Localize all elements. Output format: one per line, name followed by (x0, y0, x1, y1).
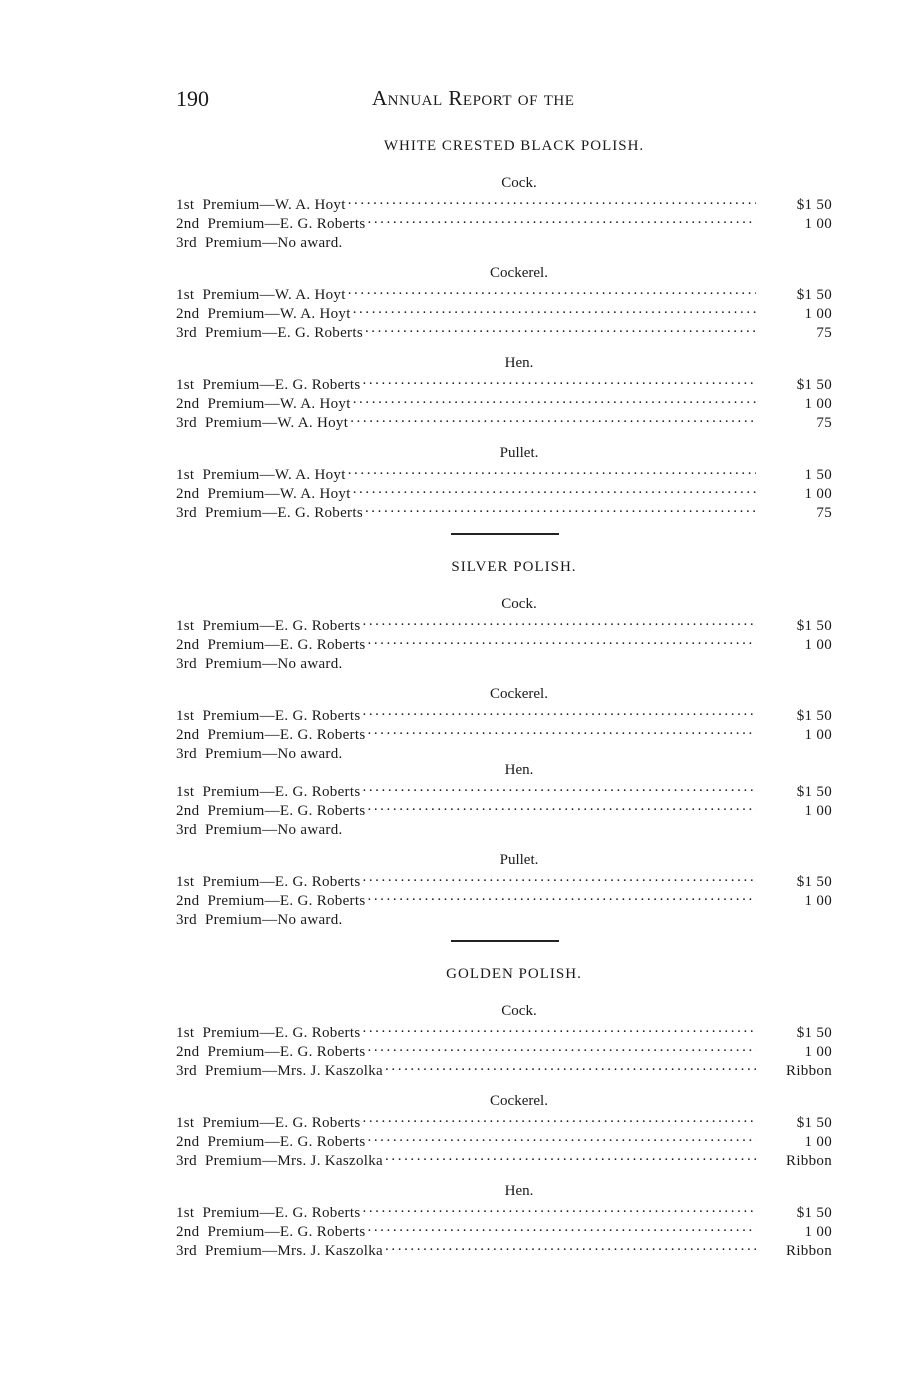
class-group (176, 686, 832, 762)
dot-leader (362, 705, 756, 720)
award-entry: 3rd Premium—No award. (176, 746, 343, 762)
section-divider (451, 940, 559, 942)
class-title: Hen. (504, 355, 534, 371)
prize-amount: $1 50 (796, 377, 832, 393)
award-entry: 2nd Premium—E. G. Roberts (176, 803, 366, 819)
dot-leader (362, 871, 756, 886)
dot-leader (350, 412, 756, 427)
award-entry: 2nd Premium—W. A. Hoyt (176, 306, 351, 322)
section-title: GOLDEN POLISH. (446, 966, 582, 982)
dot-leader (353, 393, 756, 408)
award-entry: 3rd Premium—E. G. Roberts (176, 325, 363, 341)
award-entry: 3rd Premium—Mrs. J. Kaszolka (176, 1153, 384, 1169)
dot-leader (367, 1221, 756, 1236)
class-title: Cock. (501, 175, 537, 191)
premium-row (176, 213, 832, 232)
premium-row (176, 615, 832, 634)
prize-amount: 1 50 (804, 467, 832, 483)
prize-amount: 1 00 (804, 216, 832, 232)
award-entry: 2nd Premium—W. A. Hoyt (176, 396, 351, 412)
premium-row (176, 303, 832, 322)
dot-leader (385, 1060, 756, 1075)
premium-row (176, 909, 832, 928)
premium-row (176, 1060, 832, 1079)
prize-amount: 1 00 (804, 396, 832, 412)
dot-leader (385, 1240, 756, 1255)
award-entry: 3rd Premium—Mrs. J. Kaszolka (176, 1243, 384, 1259)
class-group (176, 355, 832, 431)
class-title: Cock. (501, 596, 537, 612)
premium-row (176, 743, 832, 762)
page-number: 190 (176, 86, 209, 111)
class-group (176, 175, 832, 251)
prize-amount: 1 00 (804, 893, 832, 909)
class-title: Cockerel. (490, 265, 548, 281)
prize-amount: $1 50 (796, 618, 832, 634)
prize-amount: 1 00 (804, 803, 832, 819)
award-entry: 1st Premium—E. G. Roberts (176, 1205, 361, 1221)
premium-row (176, 1041, 832, 1060)
premium-row (176, 653, 832, 672)
class-group (176, 596, 832, 672)
award-entry: 1st Premium—W. A. Hoyt (176, 467, 346, 483)
premium-row (176, 819, 832, 838)
dot-leader (362, 374, 756, 389)
premium-row (176, 705, 832, 724)
class-title: Pullet. (499, 852, 539, 868)
prize-amount: $1 50 (796, 1115, 832, 1131)
prize-amount: 1 00 (804, 486, 832, 502)
premium-row (176, 800, 832, 819)
prize-amount: $1 50 (796, 874, 832, 890)
premium-row (176, 634, 832, 653)
premium-row (176, 1240, 832, 1259)
prize-amount: $1 50 (796, 708, 832, 724)
class-group (176, 852, 832, 928)
prize-amount: 1 00 (804, 637, 832, 653)
award-entry: 2nd Premium—E. G. Roberts (176, 893, 366, 909)
page-header (176, 86, 832, 112)
premium-row (176, 502, 832, 521)
running-title: Annual Report of the (372, 86, 575, 110)
award-entry: 2nd Premium—W. A. Hoyt (176, 486, 351, 502)
prize-amount: $1 50 (796, 1025, 832, 1041)
prize-amount: 75 (816, 415, 832, 431)
prize-amount: 1 00 (804, 306, 832, 322)
dot-leader (348, 194, 756, 209)
prize-amount: Ribbon (786, 1153, 832, 1169)
premium-row (176, 1112, 832, 1131)
premium-row (176, 724, 832, 743)
dot-leader (367, 1131, 756, 1146)
dot-leader (367, 634, 756, 649)
award-entry: 2nd Premium—E. G. Roberts (176, 1044, 366, 1060)
dot-leader (367, 1041, 756, 1056)
class-title: Cock. (501, 1003, 537, 1019)
dot-leader (367, 724, 756, 739)
premium-row (176, 464, 832, 483)
premium-row (176, 284, 832, 303)
section-title: WHITE CRESTED BLACK POLISH. (383, 138, 645, 154)
award-entry: 1st Premium—E. G. Roberts (176, 1115, 361, 1131)
award-entry: 2nd Premium—E. G. Roberts (176, 727, 366, 743)
class-group (176, 762, 832, 838)
prize-amount: Ribbon (786, 1243, 832, 1259)
prize-amount: $1 50 (796, 287, 832, 303)
premium-row (176, 890, 832, 909)
dot-leader (365, 502, 756, 517)
award-entry: 3rd Premium—No award. (176, 822, 343, 838)
class-group (176, 1183, 832, 1259)
class-title: Hen. (504, 762, 534, 778)
award-entry: 3rd Premium—W. A. Hoyt (176, 415, 349, 431)
premium-row (176, 1221, 832, 1240)
prize-amount: 1 00 (804, 1044, 832, 1060)
premium-row (176, 781, 832, 800)
premium-row (176, 194, 832, 213)
prize-amount: $1 50 (796, 1205, 832, 1221)
award-entry: 2nd Premium—E. G. Roberts (176, 1224, 366, 1240)
award-entry: 1st Premium—E. G. Roberts (176, 377, 361, 393)
premium-row (176, 393, 832, 412)
premium-row (176, 1202, 832, 1221)
class-title: Cockerel. (490, 1093, 548, 1109)
premium-row (176, 1131, 832, 1150)
dot-leader (362, 615, 756, 630)
dot-leader (348, 464, 756, 479)
premium-row (176, 871, 832, 890)
class-title: Pullet. (499, 445, 539, 461)
award-entry: 3rd Premium—No award. (176, 235, 343, 251)
dot-leader (362, 1202, 756, 1217)
prize-amount: 75 (816, 505, 832, 521)
prize-amount: $1 50 (796, 784, 832, 800)
dot-leader (385, 1150, 756, 1165)
premium-listings (176, 138, 832, 1259)
prize-amount: Ribbon (786, 1063, 832, 1079)
class-title: Hen. (504, 1183, 534, 1199)
award-entry: 3rd Premium—No award. (176, 656, 343, 672)
premium-row (176, 1150, 832, 1169)
class-title: Cockerel. (490, 686, 548, 702)
award-entry: 1st Premium—E. G. Roberts (176, 1025, 361, 1041)
award-entry: 3rd Premium—Mrs. J. Kaszolka (176, 1063, 384, 1079)
dot-leader (348, 284, 756, 299)
class-group (176, 1093, 832, 1169)
section-divider (451, 533, 559, 535)
prize-amount: 1 00 (804, 727, 832, 743)
prize-amount: 1 00 (804, 1134, 832, 1150)
section-title: SILVER POLISH. (451, 559, 577, 575)
dot-leader (367, 800, 756, 815)
award-entry: 2nd Premium—E. G. Roberts (176, 216, 366, 232)
dot-leader (365, 322, 756, 337)
class-group (176, 445, 832, 521)
class-group (176, 265, 832, 341)
dot-leader (367, 213, 756, 228)
dot-leader (353, 483, 756, 498)
section (176, 559, 832, 928)
award-entry: 3rd Premium—No award. (176, 912, 343, 928)
award-entry: 1st Premium—E. G. Roberts (176, 618, 361, 634)
award-entry: 2nd Premium—E. G. Roberts (176, 637, 366, 653)
section (176, 138, 832, 521)
section (176, 966, 832, 1259)
award-entry: 1st Premium—W. A. Hoyt (176, 287, 346, 303)
award-entry: 2nd Premium—E. G. Roberts (176, 1134, 366, 1150)
dot-leader (362, 781, 756, 796)
prize-amount: 75 (816, 325, 832, 341)
prize-amount: 1 00 (804, 1224, 832, 1240)
prize-amount: $1 50 (796, 197, 832, 213)
award-entry: 1st Premium—E. G. Roberts (176, 708, 361, 724)
premium-row (176, 322, 832, 341)
premium-row (176, 483, 832, 502)
award-entry: 3rd Premium—E. G. Roberts (176, 505, 363, 521)
premium-row (176, 232, 832, 251)
dot-leader (362, 1112, 756, 1127)
premium-row (176, 1022, 832, 1041)
class-group (176, 1003, 832, 1079)
award-entry: 1st Premium—W. A. Hoyt (176, 197, 346, 213)
dot-leader (353, 303, 756, 318)
award-entry: 1st Premium—E. G. Roberts (176, 874, 361, 890)
award-entry: 1st Premium—E. G. Roberts (176, 784, 361, 800)
dot-leader (362, 1022, 756, 1037)
dot-leader (367, 890, 756, 905)
premium-row (176, 374, 832, 393)
premium-row (176, 412, 832, 431)
